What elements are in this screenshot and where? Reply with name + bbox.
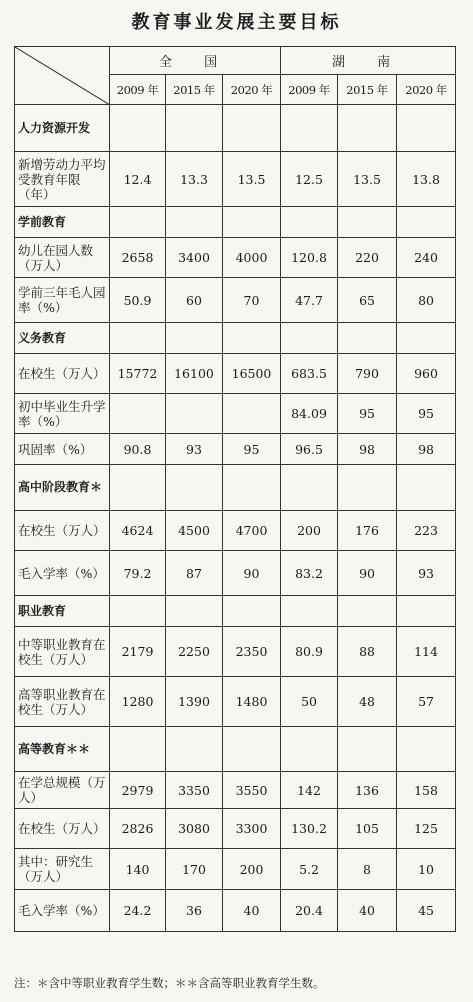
value-cell: 90	[338, 551, 397, 596]
value-cell: 158	[397, 772, 456, 809]
value-cell: 4000	[223, 238, 281, 278]
value-cell: 176	[338, 511, 397, 551]
value-cell: 13.5	[223, 152, 281, 207]
row-label: 在校生（万人）	[15, 511, 110, 551]
value-cell: 90.8	[110, 434, 166, 465]
empty-cell	[166, 207, 223, 238]
value-cell: 87	[166, 551, 223, 596]
value-cell: 790	[338, 354, 397, 394]
row-label: 幼儿在园人数（万人）	[15, 238, 110, 278]
diagonal-line	[15, 47, 110, 105]
value-cell: 125	[397, 809, 456, 849]
value-cell: 10	[397, 849, 456, 890]
value-cell: 683.5	[281, 354, 338, 394]
value-cell: 90	[223, 551, 281, 596]
row-label: 初中毕业生升学率（%）	[15, 394, 110, 434]
empty-cell	[281, 207, 338, 238]
value-cell: 136	[338, 772, 397, 809]
value-cell: 960	[397, 354, 456, 394]
value-cell: 223	[397, 511, 456, 551]
empty-cell	[166, 465, 223, 511]
table-row	[15, 394, 456, 434]
row-label: 巩固率（%）	[15, 434, 110, 465]
value-cell: 2658	[110, 238, 166, 278]
section-label: 职业教育	[15, 596, 110, 627]
value-cell: 98	[397, 434, 456, 465]
value-cell: 2179	[110, 627, 166, 677]
table-row	[15, 772, 456, 809]
table-row	[15, 677, 456, 727]
row-label: 毛入学率（%）	[15, 890, 110, 932]
table-row	[15, 551, 456, 596]
value-cell: 12.4	[110, 152, 166, 207]
empty-cell	[223, 207, 281, 238]
value-cell: 24.2	[110, 890, 166, 932]
row-label: 在学总规模（万人）	[15, 772, 110, 809]
value-cell: 95	[397, 394, 456, 434]
value-cell: 98	[338, 434, 397, 465]
value-cell	[223, 394, 281, 434]
empty-cell	[338, 727, 397, 772]
section-label: 高中阶段教育＊	[15, 465, 110, 511]
empty-cell	[281, 596, 338, 627]
empty-cell	[281, 105, 338, 152]
year-header: 2009 年	[110, 75, 166, 105]
value-cell: 4700	[223, 511, 281, 551]
corner-cell	[15, 47, 110, 105]
empty-cell	[223, 596, 281, 627]
empty-cell	[338, 323, 397, 354]
value-cell: 1480	[223, 677, 281, 727]
value-cell: 105	[338, 809, 397, 849]
value-cell: 96.5	[281, 434, 338, 465]
value-cell: 83.2	[281, 551, 338, 596]
table-row	[15, 627, 456, 677]
table-row	[15, 238, 456, 278]
empty-cell	[397, 323, 456, 354]
empty-cell	[110, 596, 166, 627]
empty-cell	[223, 465, 281, 511]
row-label: 中等职业教育在校生（万人）	[15, 627, 110, 677]
value-cell: 2979	[110, 772, 166, 809]
value-cell: 114	[397, 627, 456, 677]
section-label: 学前教育	[15, 207, 110, 238]
value-cell: 15772	[110, 354, 166, 394]
table-row	[15, 434, 456, 465]
empty-cell	[223, 727, 281, 772]
value-cell: 3350	[166, 772, 223, 809]
empty-cell	[110, 207, 166, 238]
value-cell: 2250	[166, 627, 223, 677]
row-label: 毛入学率（%）	[15, 551, 110, 596]
value-cell: 95	[223, 434, 281, 465]
empty-cell	[281, 727, 338, 772]
year-header: 2009 年	[281, 75, 338, 105]
empty-cell	[110, 727, 166, 772]
table-row	[15, 809, 456, 849]
row-label: 在校生（万人）	[15, 809, 110, 849]
value-cell: 3300	[223, 809, 281, 849]
empty-cell	[397, 596, 456, 627]
value-cell: 5.2	[281, 849, 338, 890]
value-cell: 20.4	[281, 890, 338, 932]
table-row	[15, 354, 456, 394]
value-cell: 50	[281, 677, 338, 727]
row-label: 高等职业教育在校生（万人）	[15, 677, 110, 727]
empty-cell	[223, 323, 281, 354]
value-cell: 93	[166, 434, 223, 465]
empty-cell	[338, 465, 397, 511]
section-row	[15, 465, 456, 511]
section-row	[15, 727, 456, 772]
value-cell: 57	[397, 677, 456, 727]
value-cell: 79.2	[110, 551, 166, 596]
value-cell: 70	[223, 278, 281, 323]
empty-cell	[166, 323, 223, 354]
year-header: 2015 年	[338, 75, 397, 105]
value-cell: 12.5	[281, 152, 338, 207]
value-cell: 4624	[110, 511, 166, 551]
value-cell: 142	[281, 772, 338, 809]
value-cell: 1390	[166, 677, 223, 727]
empty-cell	[338, 207, 397, 238]
section-row	[15, 323, 456, 354]
section-label: 义务教育	[15, 323, 110, 354]
value-cell: 120.8	[281, 238, 338, 278]
empty-cell	[166, 105, 223, 152]
value-cell: 50.9	[110, 278, 166, 323]
value-cell: 240	[397, 238, 456, 278]
section-label: 人力资源开发	[15, 105, 110, 152]
value-cell: 200	[223, 849, 281, 890]
value-cell: 2826	[110, 809, 166, 849]
empty-cell	[166, 596, 223, 627]
empty-cell	[223, 105, 281, 152]
table-row	[15, 849, 456, 890]
value-cell: 80.9	[281, 627, 338, 677]
value-cell: 95	[338, 394, 397, 434]
section-row	[15, 596, 456, 627]
value-cell: 36	[166, 890, 223, 932]
value-cell: 16500	[223, 354, 281, 394]
year-header: 2020 年	[397, 75, 456, 105]
value-cell: 3550	[223, 772, 281, 809]
value-cell: 93	[397, 551, 456, 596]
value-cell: 3080	[166, 809, 223, 849]
value-cell: 1280	[110, 677, 166, 727]
value-cell: 47.7	[281, 278, 338, 323]
group-national: 全 国	[110, 47, 281, 75]
education-targets-table	[14, 46, 456, 932]
row-label: 在校生（万人）	[15, 354, 110, 394]
section-row	[15, 207, 456, 238]
table-body	[15, 47, 456, 932]
value-cell: 88	[338, 627, 397, 677]
value-cell: 13.8	[397, 152, 456, 207]
section-label: 高等教育＊＊	[15, 727, 110, 772]
value-cell: 3400	[166, 238, 223, 278]
empty-cell	[110, 323, 166, 354]
value-cell: 170	[166, 849, 223, 890]
value-cell: 40	[223, 890, 281, 932]
row-label: 新增劳动力平均受教育年限（年）	[15, 152, 110, 207]
table-row	[15, 511, 456, 551]
value-cell: 130.2	[281, 809, 338, 849]
value-cell: 4500	[166, 511, 223, 551]
value-cell	[110, 394, 166, 434]
value-cell: 65	[338, 278, 397, 323]
page-title: 教育事业发展主要目标	[131, 12, 342, 33]
value-cell: 13.3	[166, 152, 223, 207]
table-row	[15, 278, 456, 323]
value-cell: 200	[281, 511, 338, 551]
value-cell: 45	[397, 890, 456, 932]
empty-cell	[397, 207, 456, 238]
empty-cell	[397, 465, 456, 511]
value-cell: 80	[397, 278, 456, 323]
value-cell: 48	[338, 677, 397, 727]
value-cell: 140	[110, 849, 166, 890]
group-header-row	[15, 47, 456, 75]
value-cell: 16100	[166, 354, 223, 394]
empty-cell	[397, 727, 456, 772]
value-cell: 84.09	[281, 394, 338, 434]
empty-cell	[281, 465, 338, 511]
value-cell	[166, 394, 223, 434]
empty-cell	[338, 105, 397, 152]
table-row	[15, 890, 456, 932]
footnote: 注：＊含中等职业教育学生数；＊＊含高等职业教育学生数。	[14, 976, 325, 990]
empty-cell	[338, 596, 397, 627]
group-hunan: 湖 南	[281, 47, 456, 75]
value-cell: 2350	[223, 627, 281, 677]
value-cell: 60	[166, 278, 223, 323]
value-cell: 8	[338, 849, 397, 890]
value-cell: 220	[338, 238, 397, 278]
row-label: 其中：研究生（万人）	[15, 849, 110, 890]
empty-cell	[110, 105, 166, 152]
row-label: 学前三年毛人园率（%）	[15, 278, 110, 323]
value-cell: 40	[338, 890, 397, 932]
table-row	[15, 152, 456, 207]
empty-cell	[110, 465, 166, 511]
section-row	[15, 105, 456, 152]
empty-cell	[397, 105, 456, 152]
value-cell: 13.5	[338, 152, 397, 207]
year-header: 2015 年	[166, 75, 223, 105]
year-header: 2020 年	[223, 75, 281, 105]
empty-cell	[166, 727, 223, 772]
empty-cell	[281, 323, 338, 354]
